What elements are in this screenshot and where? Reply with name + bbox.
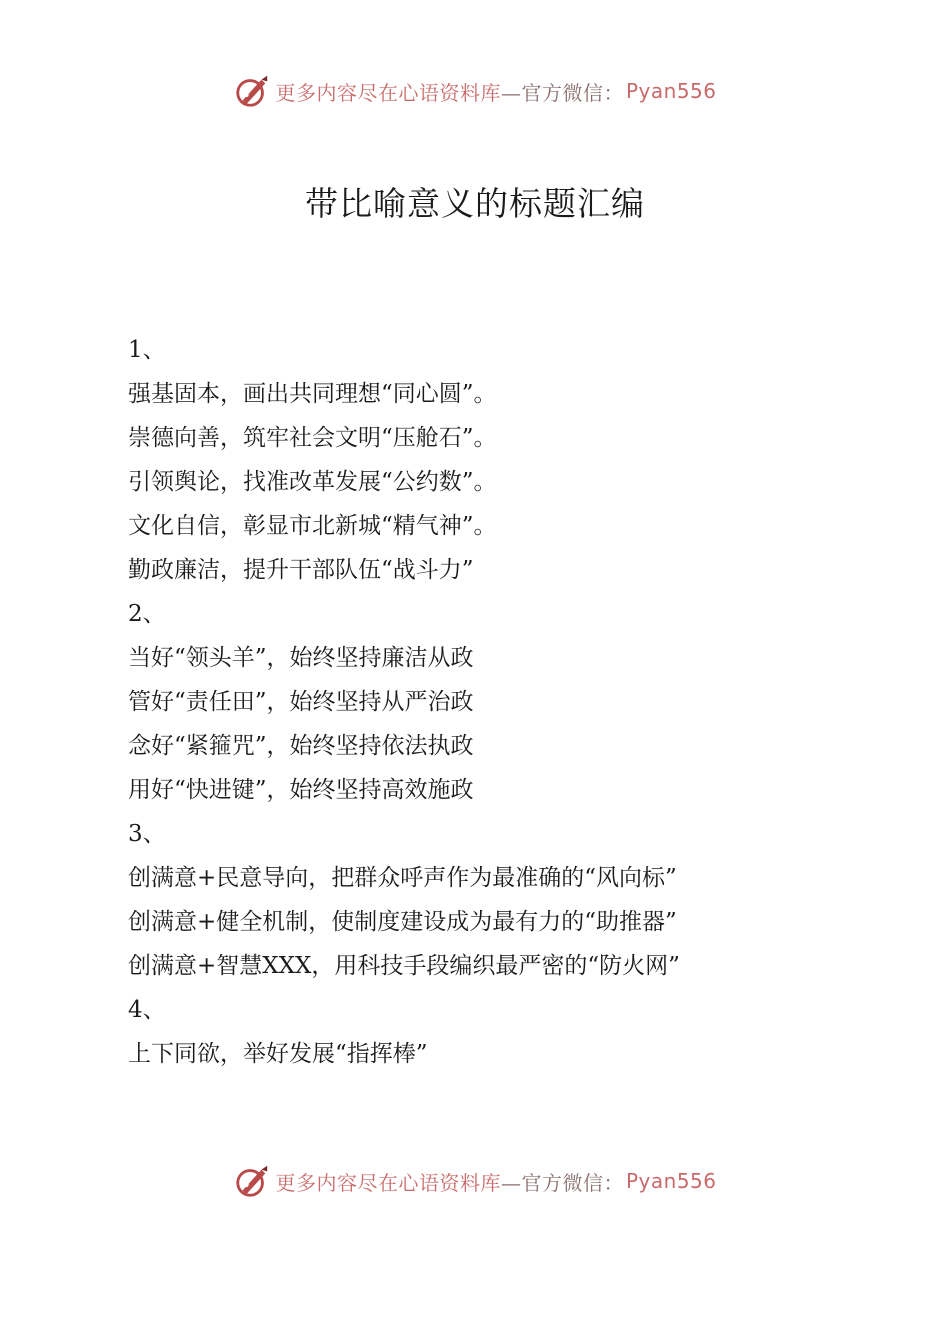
section-number: 4、 [128, 997, 166, 1023]
content-line: 用好“快进键”，始终坚持高效施政 [128, 777, 474, 803]
pen-logo-icon [233, 1162, 271, 1200]
header-watermark [0, 72, 950, 110]
content-line: 创满意+智慧XXX，用科技手段编织最严密的“防火网” [128, 953, 680, 979]
content-line: 强基固本，画出共同理想“同心圆”。 [128, 381, 497, 407]
document-body [128, 328, 848, 1076]
content-line: 崇德向善，筑牢社会文明“压舱石”。 [128, 425, 497, 451]
watermark-wechat-id: Pyan556 [625, 79, 717, 103]
content-line: 创满意+民意导向，把群众呼声作为最准确的“风向标” [128, 865, 677, 891]
content-line: 引领舆论，找准改革发展“公约数”。 [128, 469, 497, 495]
watermark-main-text: 更多内容尽在心语资料库 [275, 80, 501, 105]
content-line: 创满意+健全机制，使制度建设成为最有力的“助推器” [128, 909, 677, 935]
section-number: 2、 [128, 601, 166, 627]
section-number: 3、 [128, 821, 166, 847]
section-number: 1、 [128, 337, 166, 363]
content-line: 管好“责任田”，始终坚持从严治政 [128, 689, 474, 715]
pen-logo-icon [233, 72, 271, 110]
content-line: 文化自信，彰显市北新城“精气神”。 [128, 513, 497, 539]
watermark-main-text: 更多内容尽在心语资料库 [275, 1170, 501, 1195]
content-line: 勤政廉洁，提升干部队伍“战斗力” [128, 557, 474, 583]
watermark-wechat-id: Pyan556 [625, 1169, 717, 1193]
watermark-sub-text: —官方微信： [500, 1170, 624, 1195]
watermark-sub-text: —官方微信： [500, 80, 624, 105]
content-line: 念好“紧箍咒”，始终坚持依法执政 [128, 733, 474, 759]
document-title: 带比喻意义的标题汇编 [305, 184, 645, 223]
content-line: 上下同欲，举好发展“指挥棒” [128, 1041, 428, 1067]
footer-watermark [0, 1162, 950, 1200]
content-line: 当好“领头羊”，始终坚持廉洁从政 [128, 645, 474, 671]
